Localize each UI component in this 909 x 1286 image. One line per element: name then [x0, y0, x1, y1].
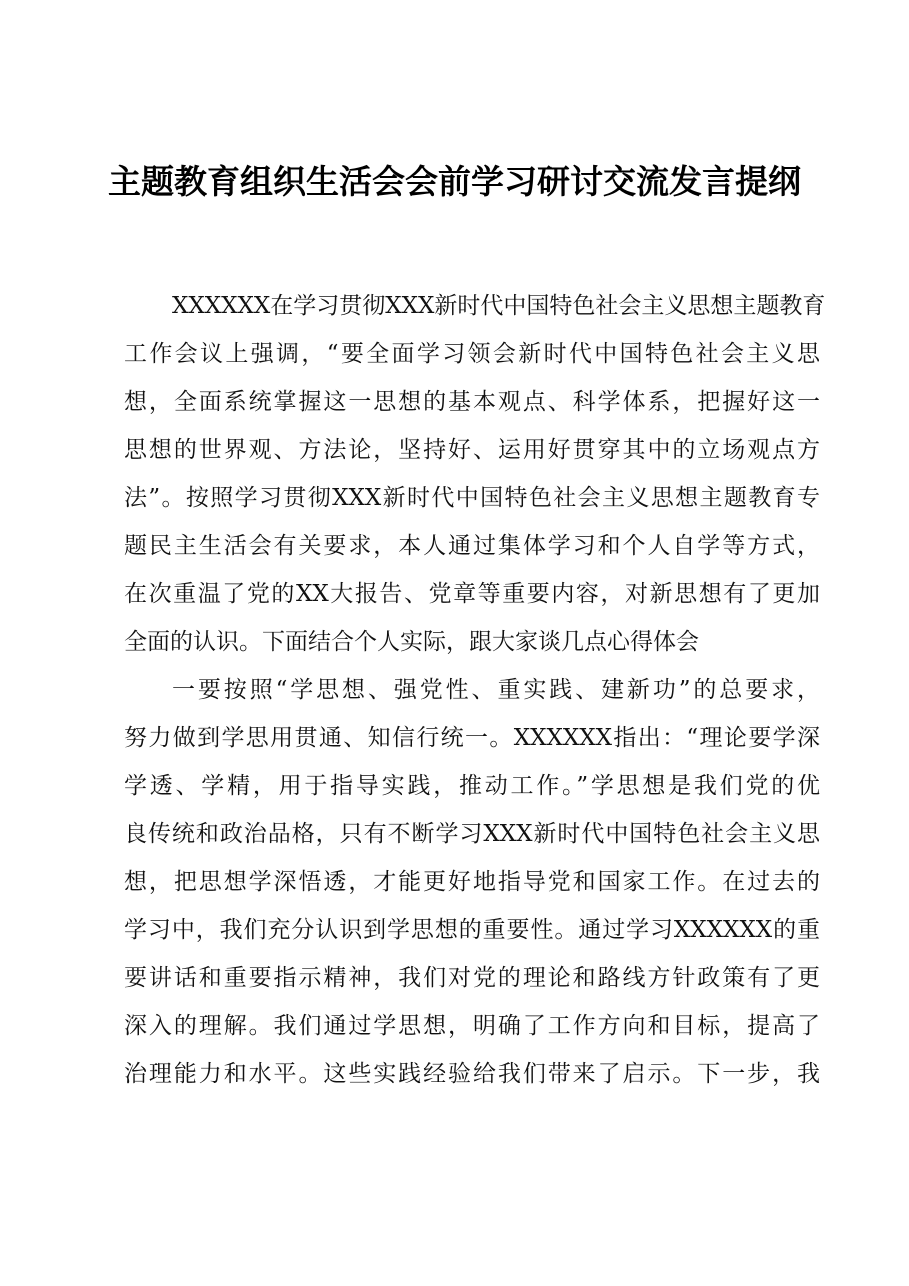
text-line: XXXXXX在学习贯彻XXX新时代中国特色社会主义思想主题教育: [172, 293, 826, 319]
text-line: 全面的认识。下面结合个人实际，跟大家谈几点心得体会: [124, 629, 699, 655]
text-line: 努力做到学思用贯通、知信行统一。XXXXXX指出：“理论要学深: [124, 725, 820, 751]
text-line: 想，全面系统掌握这一思想的基本观点、科学体系，把握好这一: [124, 389, 820, 415]
text-line: 在次重温了党的XX大报告、党章等重要内容，对新思想有了更加: [124, 581, 820, 607]
text-line: 法”。按照学习贯彻XXX新时代中国特色社会主义思想主题教育专: [124, 485, 820, 511]
paragraph: [124, 666, 820, 1098]
document-body: [124, 282, 826, 1098]
text-line: 要讲话和重要指示精神，我们对党的理论和路线方针政策有了更: [124, 965, 820, 991]
text-line: 一要按照“学思想、强党性、重实践、建新功”的总要求，: [172, 677, 820, 703]
text-line: 深入的理解。我们通过学思想，明确了工作方向和目标，提高了: [124, 1013, 820, 1039]
paragraph: [124, 282, 826, 666]
document-title: 主题教育组织生活会会前学习研讨交流发言提纲: [108, 162, 801, 201]
text-line: 良传统和政治品格，只有不断学习XXX新时代中国特色社会主义思: [124, 821, 820, 847]
text-line: 思想的世界观、方法论，坚持好、运用好贯穿其中的立场观点方: [124, 437, 820, 463]
text-line: 想，把思想学深悟透，才能更好地指导党和国家工作。在过去的: [124, 869, 820, 895]
text-line: 学习中，我们充分认识到学思想的重要性。通过学习XXXXXX的重: [124, 917, 820, 943]
text-line: 学透、学精，用于指导实践，推动工作。”学思想是我们党的优: [124, 773, 820, 799]
text-line: 工作会议上强调，“要全面学习领会新时代中国特色社会主义思: [124, 341, 820, 367]
text-line: 治理能力和水平。这些实践经验给我们带来了启示。下一步，我: [124, 1061, 820, 1087]
text-line: 题民主生活会有关要求，本人通过集体学习和个人自学等方式，: [124, 533, 820, 559]
